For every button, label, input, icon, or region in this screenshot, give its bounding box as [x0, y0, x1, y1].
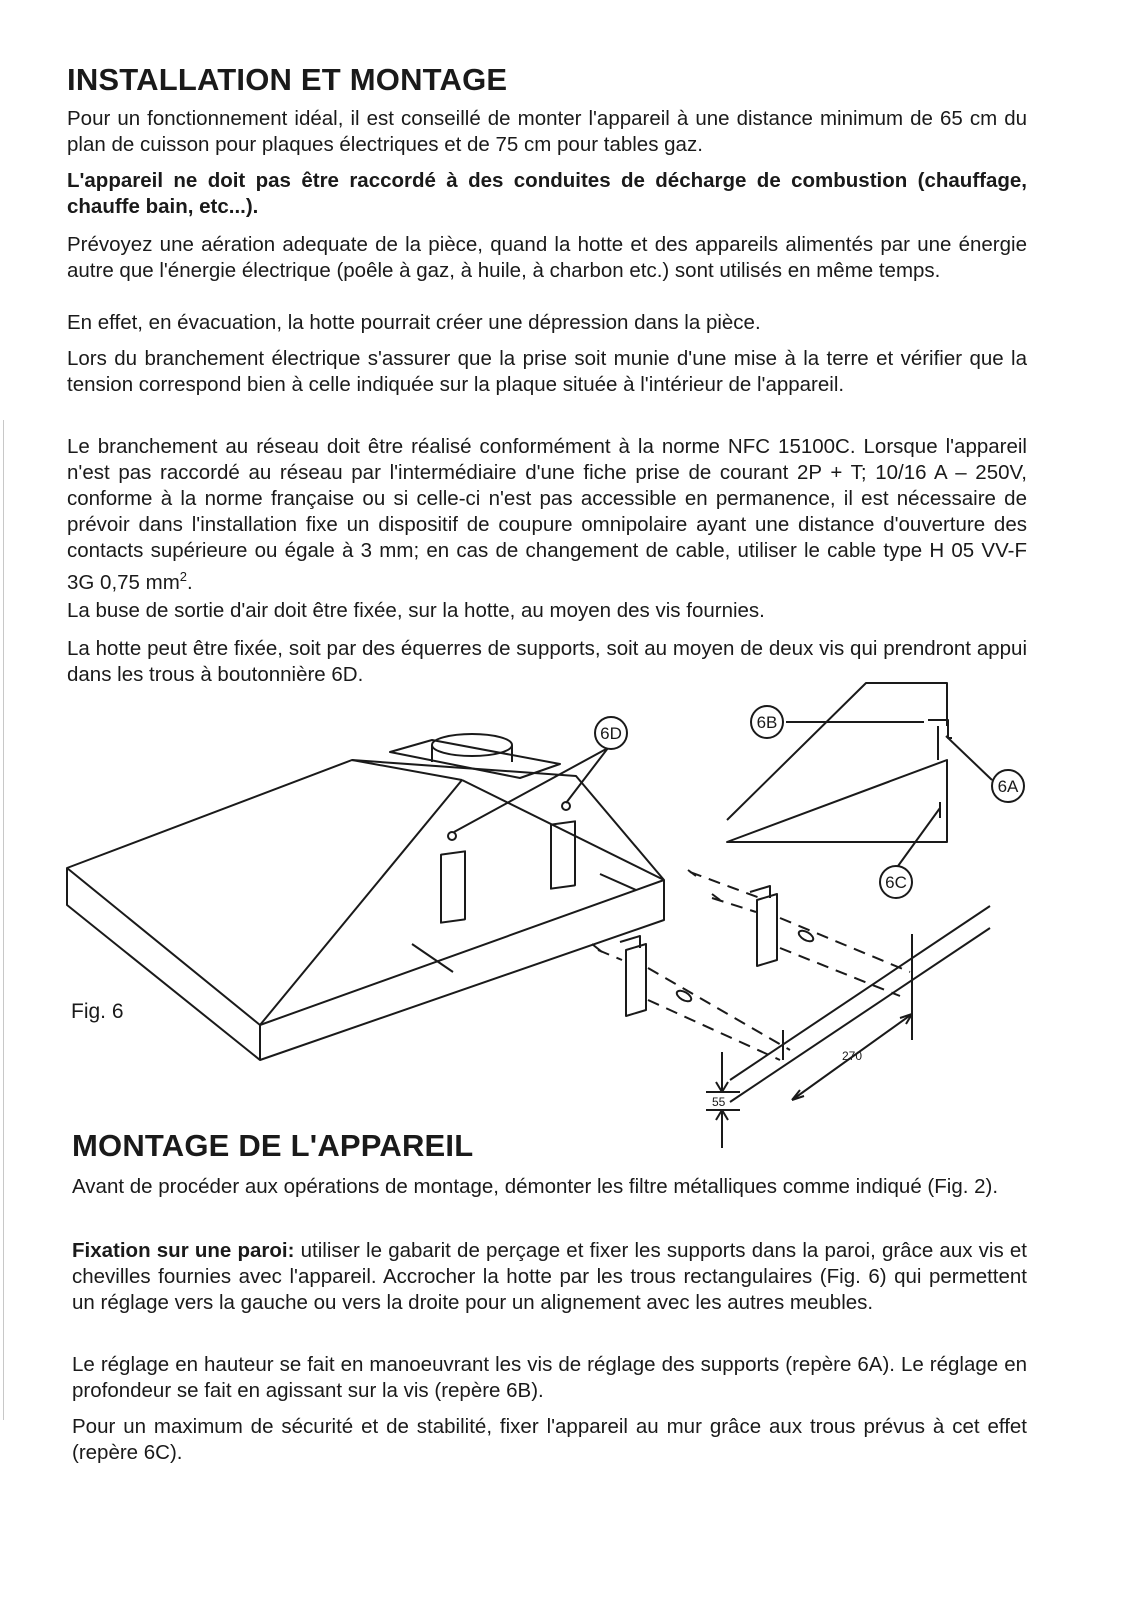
slot-right [551, 821, 575, 888]
screw-head-a [592, 944, 602, 952]
paragraph-electrical-connection: Lors du branchement électrique s'assurer que la prise soit munie d'une mise à la terre et vérifier que la tension correspond bien à celle indiquée sur la plaque située à l'intérieur de l'appareil. [67, 347, 1027, 396]
paragraph-distance: Pour un fonctionnement idéal, il est conseillé de monter l'appareil à une distance minimum de 65 cm du plan de cuisson pour plaques électriques et de 75 cm pour tables gaz. [67, 107, 1027, 156]
paragraph-ventilation: Prévoyez une aération adequate de la pièce, quand la hotte et des appareils alimentés par une énergie autre que l'énergie électrique (poêle à gaz, à huile, à charbon etc.) sont utilisés en même temps. [67, 233, 1027, 282]
section-title-montage: MONTAGE DE L'APPAREIL [72, 1128, 474, 1163]
paragraph-safety: Pour un maximum de sécurité et de stabilité, fixer l'appareil au mur grâce aux trous prévus à cet effet (repère 6C). [72, 1415, 1027, 1464]
callout-line-6d [454, 748, 608, 832]
callout-label-6a: 6A [997, 777, 1019, 796]
wall-top-line [730, 928, 990, 1102]
wall-plug-right [797, 929, 815, 944]
paragraph-fixing-options: La hotte peut être fixée, soit par des équerres de supports, soit au moyen de deux vis qui prendront appui dans les trous à boutonnière 6D. [67, 637, 1027, 686]
figure-label: Fig. 6 [71, 1000, 124, 1023]
network-standard-text: Le branchement au réseau doit être réalisé conformément à la norme NFC 15100C. Lorsque l'appareil n'est pas raccordé au réseau par l'intermédiaire d'une fiche prise de courant 2P + T; 10/16 A – 250V, conforme à la norme française ou si celle-ci n'est pas accessible en permanence, il est nécessaire de prévoir dans l'installation fixe un dispositif de coupure omnipolaire ayant une distance d'ouverture des contacts supérieure ou égale à 3 mm; en cas de changement de cable, utiliser le cable type H 05 VV-F 3G 0,75 mm [67, 435, 1027, 594]
paragraph-air-outlet: La buse de sortie d'air doit être fixée, sur la hotte, au moyen des vis fournies. [67, 599, 765, 622]
callout-label-6b: 6B [756, 713, 778, 732]
callout-line-6c [898, 808, 940, 866]
hood-right-ridge [462, 780, 664, 880]
dimension-label-55: 55 [712, 1095, 726, 1109]
hood-screw-a [600, 874, 636, 890]
paragraph-remove-filters: Avant de procéder aux opérations de montage, démonter les filtre métalliques comme indiqué (Fig. 2). [72, 1175, 999, 1198]
dimension-line-55-top [716, 1052, 728, 1092]
paragraph-wall-fixing [72, 1238, 1027, 1316]
wall-fixing-text: utiliser le gabarit de perçage et fixer les supports dans la paroi, grâce aux vis et chevilles fournies avec l'appareil. Accrocher la hotte par les trous rectangulaires (Fig. 6) qui permettent un réglage vers la gauche ou vers la droite pour un alignement avec les autres meubles. [72, 1239, 1027, 1314]
side-view-bracket [928, 720, 952, 738]
network-standard-end: . [187, 570, 193, 594]
hole-6d-left [448, 832, 456, 840]
hood-outline [67, 760, 664, 1060]
hole-6d-right [562, 802, 570, 810]
paragraph-warning-combustion: L'appareil ne doit pas être raccordé à des conduites de décharge de combustion (chauffage, chauffe bain, etc...). [67, 169, 1027, 218]
wall-plug-left [675, 989, 693, 1004]
outlet-top [432, 734, 512, 756]
superscript-squared: 2 [179, 569, 188, 584]
bracket-right [757, 894, 777, 966]
paragraph-adjustment: Le réglage en hauteur se fait en manoeuvrant les vis de réglage des supports (repère 6A). Le réglage en profondeur se fait en agissant sur la vis (repère 6B). [72, 1353, 1027, 1402]
dimension-label-270: 270 [842, 1049, 863, 1063]
callout-line-6a [946, 736, 992, 780]
callout-label-6d: 6D [600, 724, 622, 743]
callout-label-6c: 6C [885, 873, 907, 892]
hood-lower-edge [67, 868, 664, 1025]
wall-fixing-lead: Fixation sur une paroi: [72, 1239, 295, 1262]
paragraph-depression: En effet, en évacuation, la hotte pourrait créer une dépression dans la pièce. [67, 311, 761, 334]
slot-left [441, 851, 465, 922]
screw-dash-right [690, 872, 910, 996]
section-title-installation: INSTALLATION ET MONTAGE [67, 62, 508, 97]
bracket-left [626, 944, 646, 1016]
dimension-line-55-bottom [716, 1110, 728, 1148]
